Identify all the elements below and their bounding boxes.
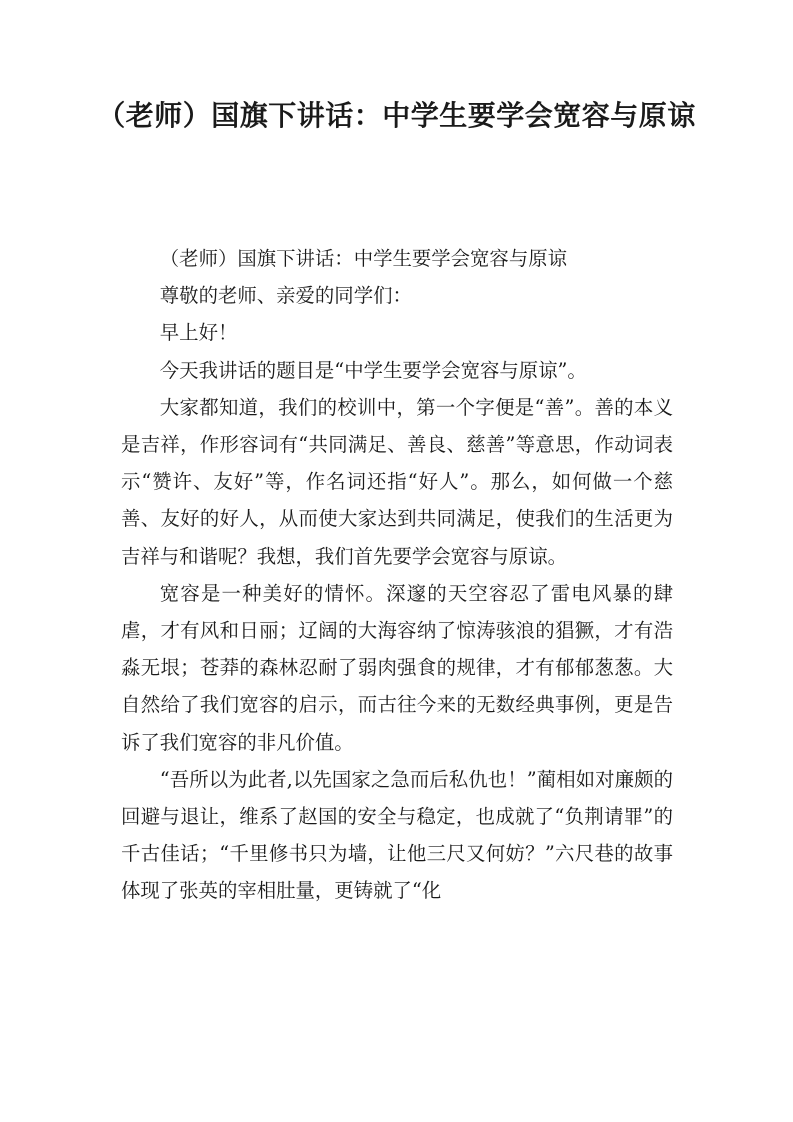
paragraph-historical-examples: “吾所以为此者,以先国家之急而后私仇也！”蔺相如对廉颇的回避与退让，维系了赵国的安全与稳定，也成就了“负荆请罪”的千古佳话；“千里修书只为墙，让他三尺又何妨？”六尺巷的故事体现了张英的宰相肚量，更铸就了“化 [121,767,673,903]
paragraph-topic: 今天我讲话的题目是“中学生要学会宽容与原谅”。 [159,358,587,382]
paragraph-greeting: 早上好！ [159,321,238,345]
document-body [121,240,673,910]
paragraph-tolerance: 宽容是一种美好的情怀。深邃的天空容忍了雷电风暴的肆虐，才有风和日丽；辽阔的大海容纳了惊涛骇浪的猖獗，才有浩淼无垠；苍莽的森林忍耐了弱肉强食的规律，才有郁郁葱葱。大自然给了我们宽容的启示，而古往今来的无数经典事例，更是告诉了我们宽容的非凡价值。 [121,581,673,754]
paragraph-salutation: 尊敬的老师、亲爱的同学们： [159,284,412,308]
document-title: （老师）国旗下讲话：中学生要学会宽容与原谅 [97,99,696,132]
paragraph-heading-repeat: （老师）国旗下讲话：中学生要学会宽容与原谅 [159,247,567,270]
paragraph-school-motto: 大家都知道，我们的校训中，第一个字便是“善”。善的本义是吉祥，作形容词有“共同满足、善良、慈善”等意思，作动词表示“赞许、友好”等，作名词还指“好人”。那么，如何做一个慈善、友好的好人，从而使大家达到共同满足，使我们的生活更为吉祥与和谐呢？我想，我们首先要学会宽容与原谅。 [121,395,673,568]
